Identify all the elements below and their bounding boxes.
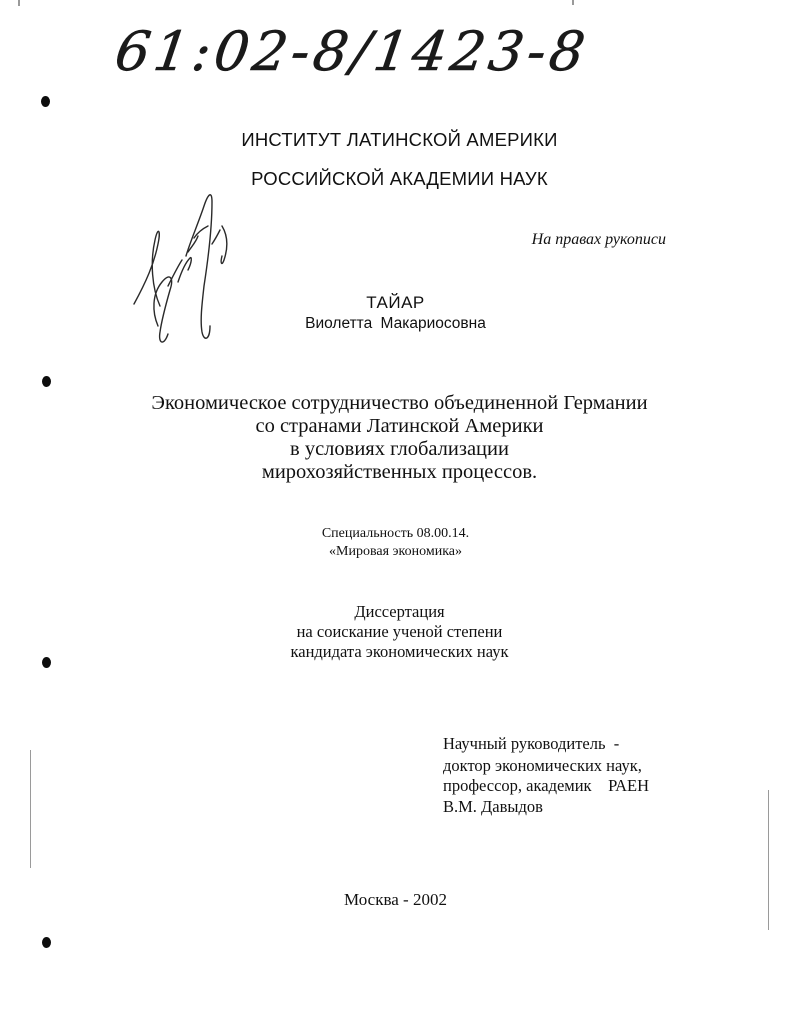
institute-name-line1: ИНСТИТУТ ЛАТИНСКОЙ АМЕРИКИ: [241, 129, 558, 150]
scan-edge-top-left: [18, 0, 20, 6]
archive-number-text: 61:02-8/1423-8: [111, 20, 593, 83]
city-year: Москва - 2002: [344, 890, 447, 909]
binder-hole-1: [41, 96, 50, 107]
title-line-2: со странами Латинской Америки: [255, 415, 544, 437]
binder-hole-2: [42, 376, 51, 387]
archive-number-handwriting: [111, 8, 593, 90]
author-surname: ТАЙАР: [366, 293, 425, 312]
title-line-4: мирохозяйственных процессов.: [261, 461, 538, 483]
advisor-name: В.М. Давыдов: [443, 797, 543, 816]
specialty-code: Специальность 08.00.14.: [321, 526, 470, 541]
dissertation-purpose: на соискание ученой степени: [296, 622, 503, 641]
dissertation-degree: кандидата экономических наук: [290, 642, 509, 661]
specialty-name: «Мировая экономика»: [329, 544, 462, 559]
title-line-3: в условиях глобализации: [290, 438, 509, 460]
manuscript-rights-note: На правах рукописи: [531, 231, 666, 248]
advisor-titles: профессор, академик РАЕН: [443, 776, 650, 795]
scan-edge-left: [30, 750, 31, 868]
dissertation-label: Диссертация: [354, 602, 445, 621]
author-name: Виолетта Макариосовна: [305, 315, 486, 332]
institute-name-line2: РОССИЙСКОЙ АКАДЕМИИ НАУК: [251, 168, 548, 189]
scan-edge-top-right: [572, 0, 574, 5]
binder-hole-4: [42, 937, 51, 948]
title-line-1: Экономическое сотрудничество объединенной Германии: [151, 392, 648, 414]
advisor-label: Научный руководитель -: [443, 734, 620, 753]
advisor-degree: доктор экономических наук,: [443, 756, 642, 775]
